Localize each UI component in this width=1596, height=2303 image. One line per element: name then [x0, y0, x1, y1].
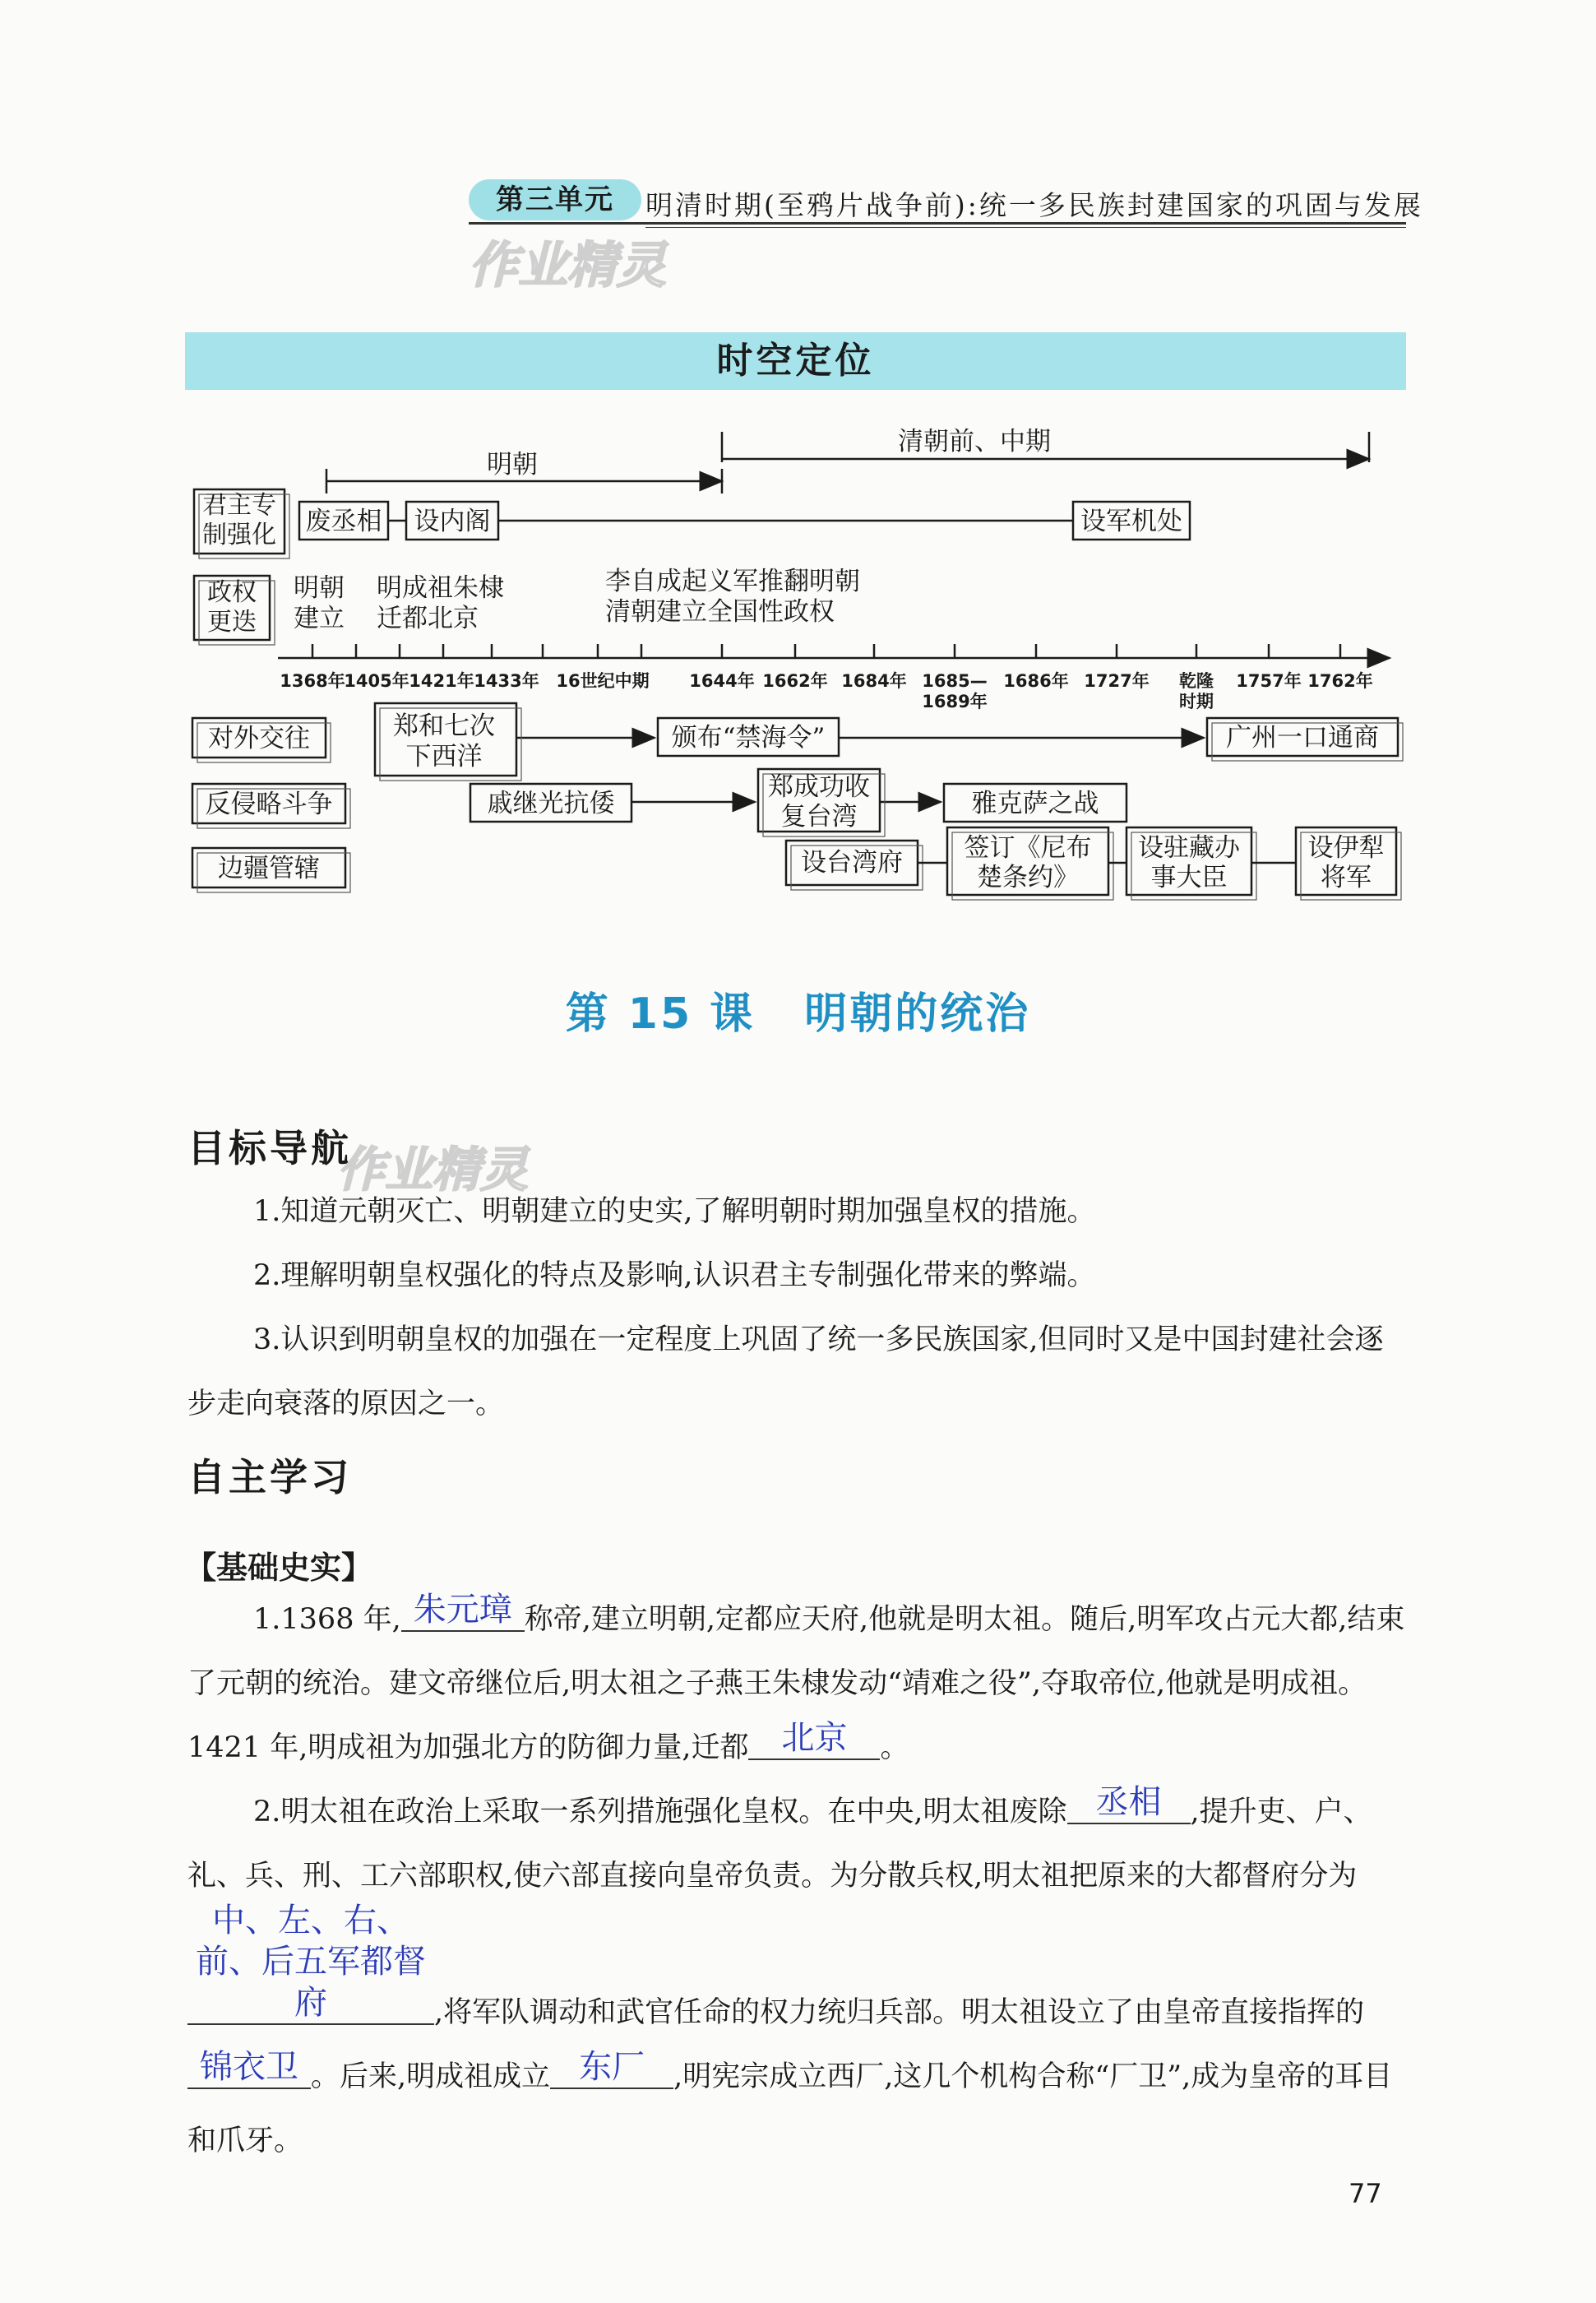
watermark: 作业精灵 [337, 1142, 529, 1198]
axis-label: 1368年 [280, 671, 345, 691]
q2-answer-chancellor[interactable]: 丞相 [1067, 1782, 1191, 1824]
q1-answer-capital[interactable]: 北京 [748, 1717, 880, 1760]
page-number: 77 [1349, 2178, 1382, 2209]
event-canton-system: 广州一口通商 [1226, 723, 1379, 753]
dynasty-ming-label: 明朝 [487, 450, 538, 480]
q2-answer-five-armies[interactable]: 中、左、右、前、后五军都督府 [187, 1900, 434, 2025]
header-rule [469, 222, 1406, 225]
event-grand-council: 设军机处 [1080, 507, 1182, 536]
axis-label: 1685— [922, 671, 988, 691]
axis-label: 1684年 [841, 671, 907, 691]
q2-answer-east-depot[interactable]: 东厂 [550, 2046, 673, 2089]
axis-ticks [312, 644, 1340, 658]
axis-label: 1433年 [474, 671, 539, 691]
event-taiwan-prefecture: 设台湾府 [801, 848, 903, 878]
unit-badge: 第三单元 [469, 179, 641, 220]
dynasty-qing-label: 清朝前、中期 [898, 427, 1051, 456]
q2-text: ,将军队调动和武官任命的权力统归兵部。明太祖设立了由皇帝直接指挥的 [434, 1996, 1365, 2029]
axis-label: 1727年 [1084, 671, 1150, 691]
event-ming-fall: 李自成起义军推翻明朝 [605, 567, 860, 596]
event-sea-ban: 颁布“禁海令” [671, 723, 826, 753]
event-capital-move-2: 迁都北京 [377, 604, 479, 633]
event-amban-1: 设驻藏办 [1138, 833, 1240, 863]
event-amban-2: 事大臣 [1150, 863, 1228, 892]
goal-item: 2.理解明朝皇权强化的特点及影响,认识君主专制强化带来的弊端。 [253, 1259, 1096, 1292]
event-nerchinsk-2: 楚条约》 [977, 863, 1079, 892]
q2-text: ,提升吏、户、礼、兵、刑、工六部职权,使六部直接向皇帝负责。为分散兵权,明太祖把原来的大都督府分为 [187, 1796, 1372, 1893]
row-label-foreign: 对外交往 [208, 724, 310, 753]
axis-label: 1689年 [922, 692, 988, 711]
row-label-anti-invasion: 反侵略斗争 [205, 790, 333, 819]
event-ming-founded-1: 明朝 [294, 573, 345, 603]
axis-label: 16世纪中期 [556, 671, 650, 691]
event-qi-jiguang: 戚继光抗倭 [487, 789, 615, 818]
row-label-regime-line1: 政权 [207, 578, 257, 607]
event-zheng-chenggong-2: 复台湾 [780, 802, 858, 832]
axis-label: 1421年 [409, 671, 474, 691]
event-albazin: 雅克萨之战 [971, 789, 1099, 818]
event-capital-move-1: 明成祖朱棣 [377, 573, 504, 603]
event-grand-secretariat: 设内阁 [414, 507, 491, 536]
event-abolish-chancellor: 废丞相 [305, 507, 382, 536]
row-label-regime-line2: 更迭 [207, 608, 257, 637]
q2-text: 。后来,明成祖成立 [311, 2060, 551, 2093]
event-ili-general-2: 将军 [1321, 863, 1372, 892]
axis-label: 1757年 [1236, 671, 1302, 691]
lesson-title [0, 979, 1596, 1040]
q2-text: ,明宪宗成立西厂,这几个机构合称“厂卫”,成为皇帝的耳目和爪牙。 [187, 2060, 1393, 2157]
axis-label: 乾隆 [1179, 671, 1214, 691]
goal-item: 3.认识到明朝皇权的加强在一定程度上巩固了统一多民族国家,但同时又是中国封建社会逐步走向衰落的原因之一。 [187, 1323, 1384, 1420]
basic-facts-heading: 【基础史实】 [185, 1550, 373, 1586]
question-2 [187, 1780, 1406, 2173]
axis-label: 1686年 [1003, 671, 1069, 691]
section-banner: 时空定位 [185, 332, 1406, 390]
event-qing-established: 清朝建立全国性政权 [605, 597, 835, 627]
q2-answer-embroidered-guard[interactable]: 锦衣卫 [187, 2046, 311, 2089]
event-nerchinsk-1: 签订《尼布 [964, 833, 1092, 863]
event-zheng-he-1: 郑和七次 [393, 711, 495, 741]
row-label-frontier: 边疆管辖 [218, 854, 320, 883]
self-study-heading: 自主学习 [187, 1455, 352, 1499]
q1-answer-founder[interactable]: 朱元璋 [401, 1589, 525, 1632]
watermark: 作业精灵 [469, 237, 666, 294]
q1-text: 1.1368 年, [253, 1603, 401, 1636]
goal-item: 1.知道元朝灭亡、明朝建立的史实,了解明朝时期加强皇权的措施。 [253, 1195, 1096, 1228]
axis-label: 时期 [1179, 692, 1214, 711]
axis-label: 1762年 [1307, 671, 1373, 691]
event-zheng-chenggong-1: 郑成功收 [768, 772, 870, 802]
axis-label: 1662年 [762, 671, 828, 691]
axis-label: 1405年 [344, 671, 409, 691]
goals-heading: 目标导航 [187, 1126, 352, 1170]
lesson-name: 明朝的统治 [804, 989, 1031, 1039]
question-1 [187, 1587, 1406, 1780]
lesson-number: 第 15 课 [565, 989, 756, 1039]
event-ming-founded-2: 建立 [294, 604, 345, 633]
unit-title: 明清时期(至鸦片战争前):统一多民族封建国家的巩固与发展 [645, 189, 1423, 221]
timeline-diagram [0, 0, 1596, 921]
header-rule-thin [645, 227, 1406, 228]
q1-text: 称帝,建立明朝,定都应天府,他就是明太祖。随后,明军攻占元大都,结束了元朝的统治。建文帝继位后,明太祖之子燕王朱棣发动“靖难之役”,夺取帝位,他就是明成祖。1421 年,明成祖为加强北方的防御力量,迁都 [187, 1603, 1405, 1764]
q2-text: 2.明太祖在政治上采取一系列措施强化皇权。在中央,明太祖废除 [253, 1796, 1067, 1828]
axis-label: 1644年 [689, 671, 755, 691]
row-label-autocracy-line2: 制强化 [202, 521, 276, 549]
event-ili-general-1: 设伊犁 [1307, 833, 1385, 863]
row-label-autocracy-line1: 君主专 [202, 491, 276, 520]
event-zheng-he-2: 下西洋 [405, 742, 483, 772]
q1-text: 。 [880, 1731, 909, 1764]
